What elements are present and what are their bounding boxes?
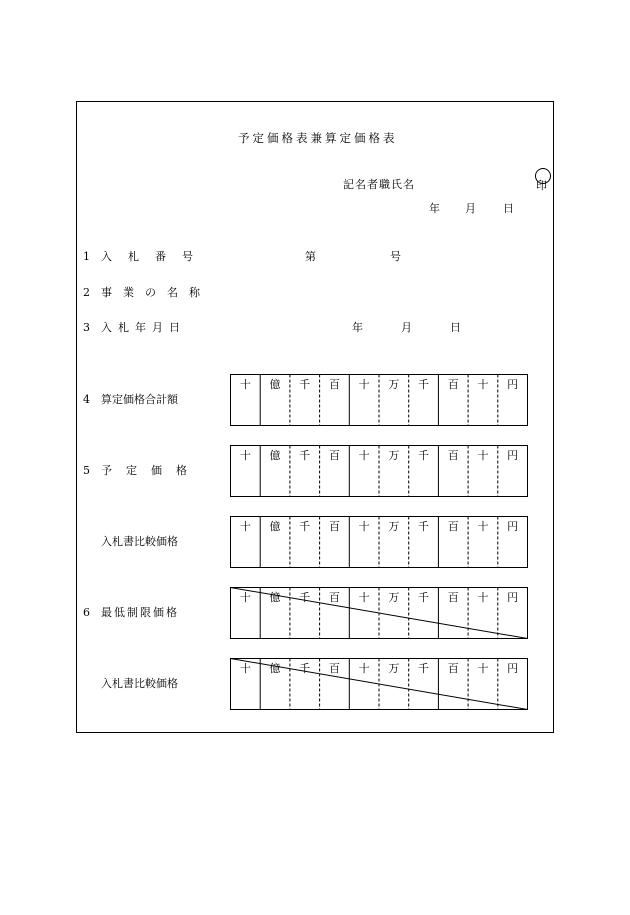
digit-unit-label: 円	[507, 591, 519, 604]
seal-char: 印	[536, 179, 547, 192]
digit-unit-label: 十	[239, 520, 251, 533]
header-date-month: 月	[465, 202, 476, 215]
header-date-day: 日	[503, 202, 514, 215]
digit-unit-label: 百	[447, 378, 459, 391]
digit-unit-label: 万	[388, 449, 400, 462]
row6-label: 最低制限価格	[101, 606, 179, 619]
row2-label: 事業の名称	[101, 286, 211, 299]
signature-label: 記名者職氏名	[343, 178, 415, 191]
digit-unit-label: 千	[299, 662, 311, 675]
digit-unit-label: 万	[388, 378, 400, 391]
digit-unit-label: 千	[418, 520, 430, 533]
digit-unit-label: 千	[299, 378, 311, 391]
row5b-label: 入札書比較価格	[101, 535, 178, 548]
digit-unit-label: 億	[269, 520, 281, 533]
row3-number: 3	[83, 321, 90, 334]
digit-unit-label: 十	[239, 591, 251, 604]
digit-unit-label: 万	[388, 591, 400, 604]
digit-unit-label: 万	[388, 662, 400, 675]
digit-unit-label: 千	[418, 662, 430, 675]
digit-unit-label: 千	[418, 591, 430, 604]
digit-unit-label: 百	[447, 662, 459, 675]
row5-number: 5	[83, 464, 90, 477]
digit-unit-label: 十	[358, 662, 370, 675]
price-grid-saitei	[230, 587, 528, 639]
digit-unit-label: 十	[239, 662, 251, 675]
row4-label: 算定価格合計額	[101, 393, 178, 406]
form-title: 予定価格表兼算定価格表	[238, 131, 398, 145]
digit-unit-label: 十	[477, 449, 489, 462]
digit-unit-label: 千	[299, 591, 311, 604]
digit-unit-label: 十	[477, 662, 489, 675]
digit-unit-label: 千	[418, 449, 430, 462]
digit-unit-label: 十	[239, 378, 251, 391]
digit-unit-label: 円	[507, 662, 519, 675]
digit-unit-label: 千	[418, 378, 430, 391]
row3-day: 日	[450, 321, 461, 334]
row4-number: 4	[83, 393, 90, 406]
digit-unit-label: 十	[239, 449, 251, 462]
digit-unit-label: 千	[299, 449, 311, 462]
digit-unit-label: 円	[507, 520, 519, 533]
digit-unit-label: 百	[447, 449, 459, 462]
digit-unit-label: 百	[447, 591, 459, 604]
digit-unit-label: 千	[299, 520, 311, 533]
digit-unit-label: 百	[328, 591, 340, 604]
digit-unit-label: 十	[358, 591, 370, 604]
digit-unit-label: 円	[507, 378, 519, 391]
digit-unit-label: 十	[358, 520, 370, 533]
row3-year: 年	[352, 321, 363, 334]
row1-number: 1	[83, 250, 90, 263]
digit-unit-label: 百	[447, 520, 459, 533]
price-grid-yotei	[230, 445, 528, 497]
digit-unit-label: 十	[477, 591, 489, 604]
row5-label: 予定価格	[101, 464, 201, 477]
digit-unit-label: 億	[269, 378, 281, 391]
digit-unit-label: 百	[328, 520, 340, 533]
row3-month: 月	[401, 321, 412, 334]
header-date-year: 年	[429, 202, 440, 215]
row2-number: 2	[83, 286, 90, 299]
digit-unit-label: 百	[328, 449, 340, 462]
digit-unit-label: 十	[477, 378, 489, 391]
row1-dai: 第	[305, 250, 316, 263]
digit-unit-label: 万	[388, 520, 400, 533]
row3-label: 入札年月日	[101, 321, 186, 334]
digit-unit-label: 十	[358, 449, 370, 462]
digit-unit-label: 円	[507, 449, 519, 462]
price-grid-santei	[230, 374, 528, 426]
digit-unit-label: 億	[269, 662, 281, 675]
digit-unit-label: 百	[328, 662, 340, 675]
row1-go: 号	[390, 250, 401, 263]
digit-unit-label: 十	[358, 378, 370, 391]
row6-number: 6	[83, 606, 90, 619]
price-grid-hikaku-2	[230, 658, 528, 710]
digit-unit-label: 億	[269, 449, 281, 462]
digit-unit-label: 十	[477, 520, 489, 533]
digit-unit-label: 億	[269, 591, 281, 604]
row6b-label: 入札書比較価格	[101, 677, 178, 690]
row1-label: 入札番号	[101, 250, 209, 263]
price-grid-hikaku-1	[230, 516, 528, 568]
digit-unit-label: 百	[328, 378, 340, 391]
